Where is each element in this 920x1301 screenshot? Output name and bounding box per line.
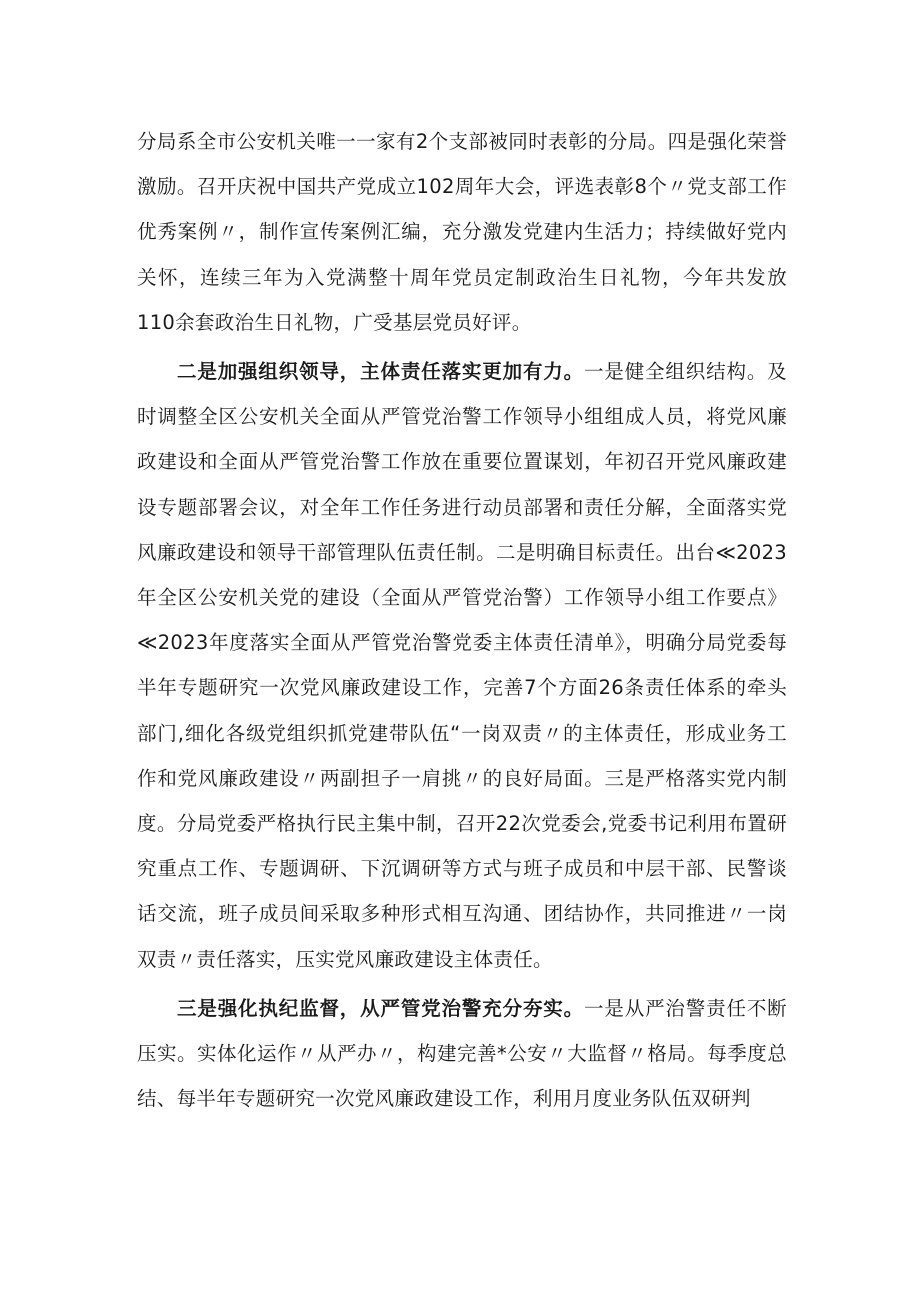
paragraph-discipline-supervision xyxy=(137,986,787,1122)
paragraph-continuation xyxy=(137,119,787,345)
paragraph-organization-leadership xyxy=(137,349,787,982)
paragraph-text: 一是从严治警责任不断压实。实体化运作〃从严办〃，构建完善*公安〃大监督〃格局。每季度总结、每半年专题研究一次党风廉政建设工作，利用月度业务队伍双研判 xyxy=(137,996,787,1111)
paragraph-text: 一是健全组织结构。及时调整全区公安机关全面从严管党治警工作领导小组组成人员，将党风廉政建设和全面从严管党治警工作放在重要位置谋划，年初召开党风廉政建设专题部署会议，对全年工作任务进行动员部署和责任分解，全面落实党风廉政建设和领导干部管理队伍责任制。二是明确目标责任。出台≪2023年全区公安机关党的建设（全面从严管党治警）工作领导小组工作要点》≪2023年度落实全面从严管党治警党委主体责任清单》，明确分局党委每半年专题研究一次党风廉政建设工作，完善7个方面26条责任体系的牵头部门,细化各级党组织抓党建带队伍“一岗双责〃的主体责任，形成业务工作和党风廉政建设〃两副担子一肩挑〃的良好局面。三是严格落实党内制度。分局党委严格执行民主集中制，召开22次党委会,党委书记利用布置研究重点工作、专题调研、下沉调研等方式与班子成员和中层干部、民警谈话交流，班子成员间采取多种形式相互沟通、团结协作，共同推进〃一岗双责〃责任落实，压实党风廉政建设主体责任。 xyxy=(137,360,787,971)
document-body xyxy=(137,119,787,1121)
paragraph-text: 分局系全市公安机关唯一一家有2个支部被同时表彰的分局。四是强化荣誉激励。召开庆祝中国共产党成立102周年大会，评选表彰8个〃党支部工作优秀案例〃，制作宣传案例汇编，充分激发党建内生活力；持续做好党内关怀，连续三年为入党满整十周年党员定制政治生日礼物，今年共发放110余套政治生日礼物，广受基层党员好评。 xyxy=(137,130,787,334)
paragraph-heading: 三是强化执纪监督，从严管党治警充分夯实。 xyxy=(177,996,585,1020)
paragraph-heading: 二是加强组织领导，主体责任落实更加有力。 xyxy=(177,360,585,384)
